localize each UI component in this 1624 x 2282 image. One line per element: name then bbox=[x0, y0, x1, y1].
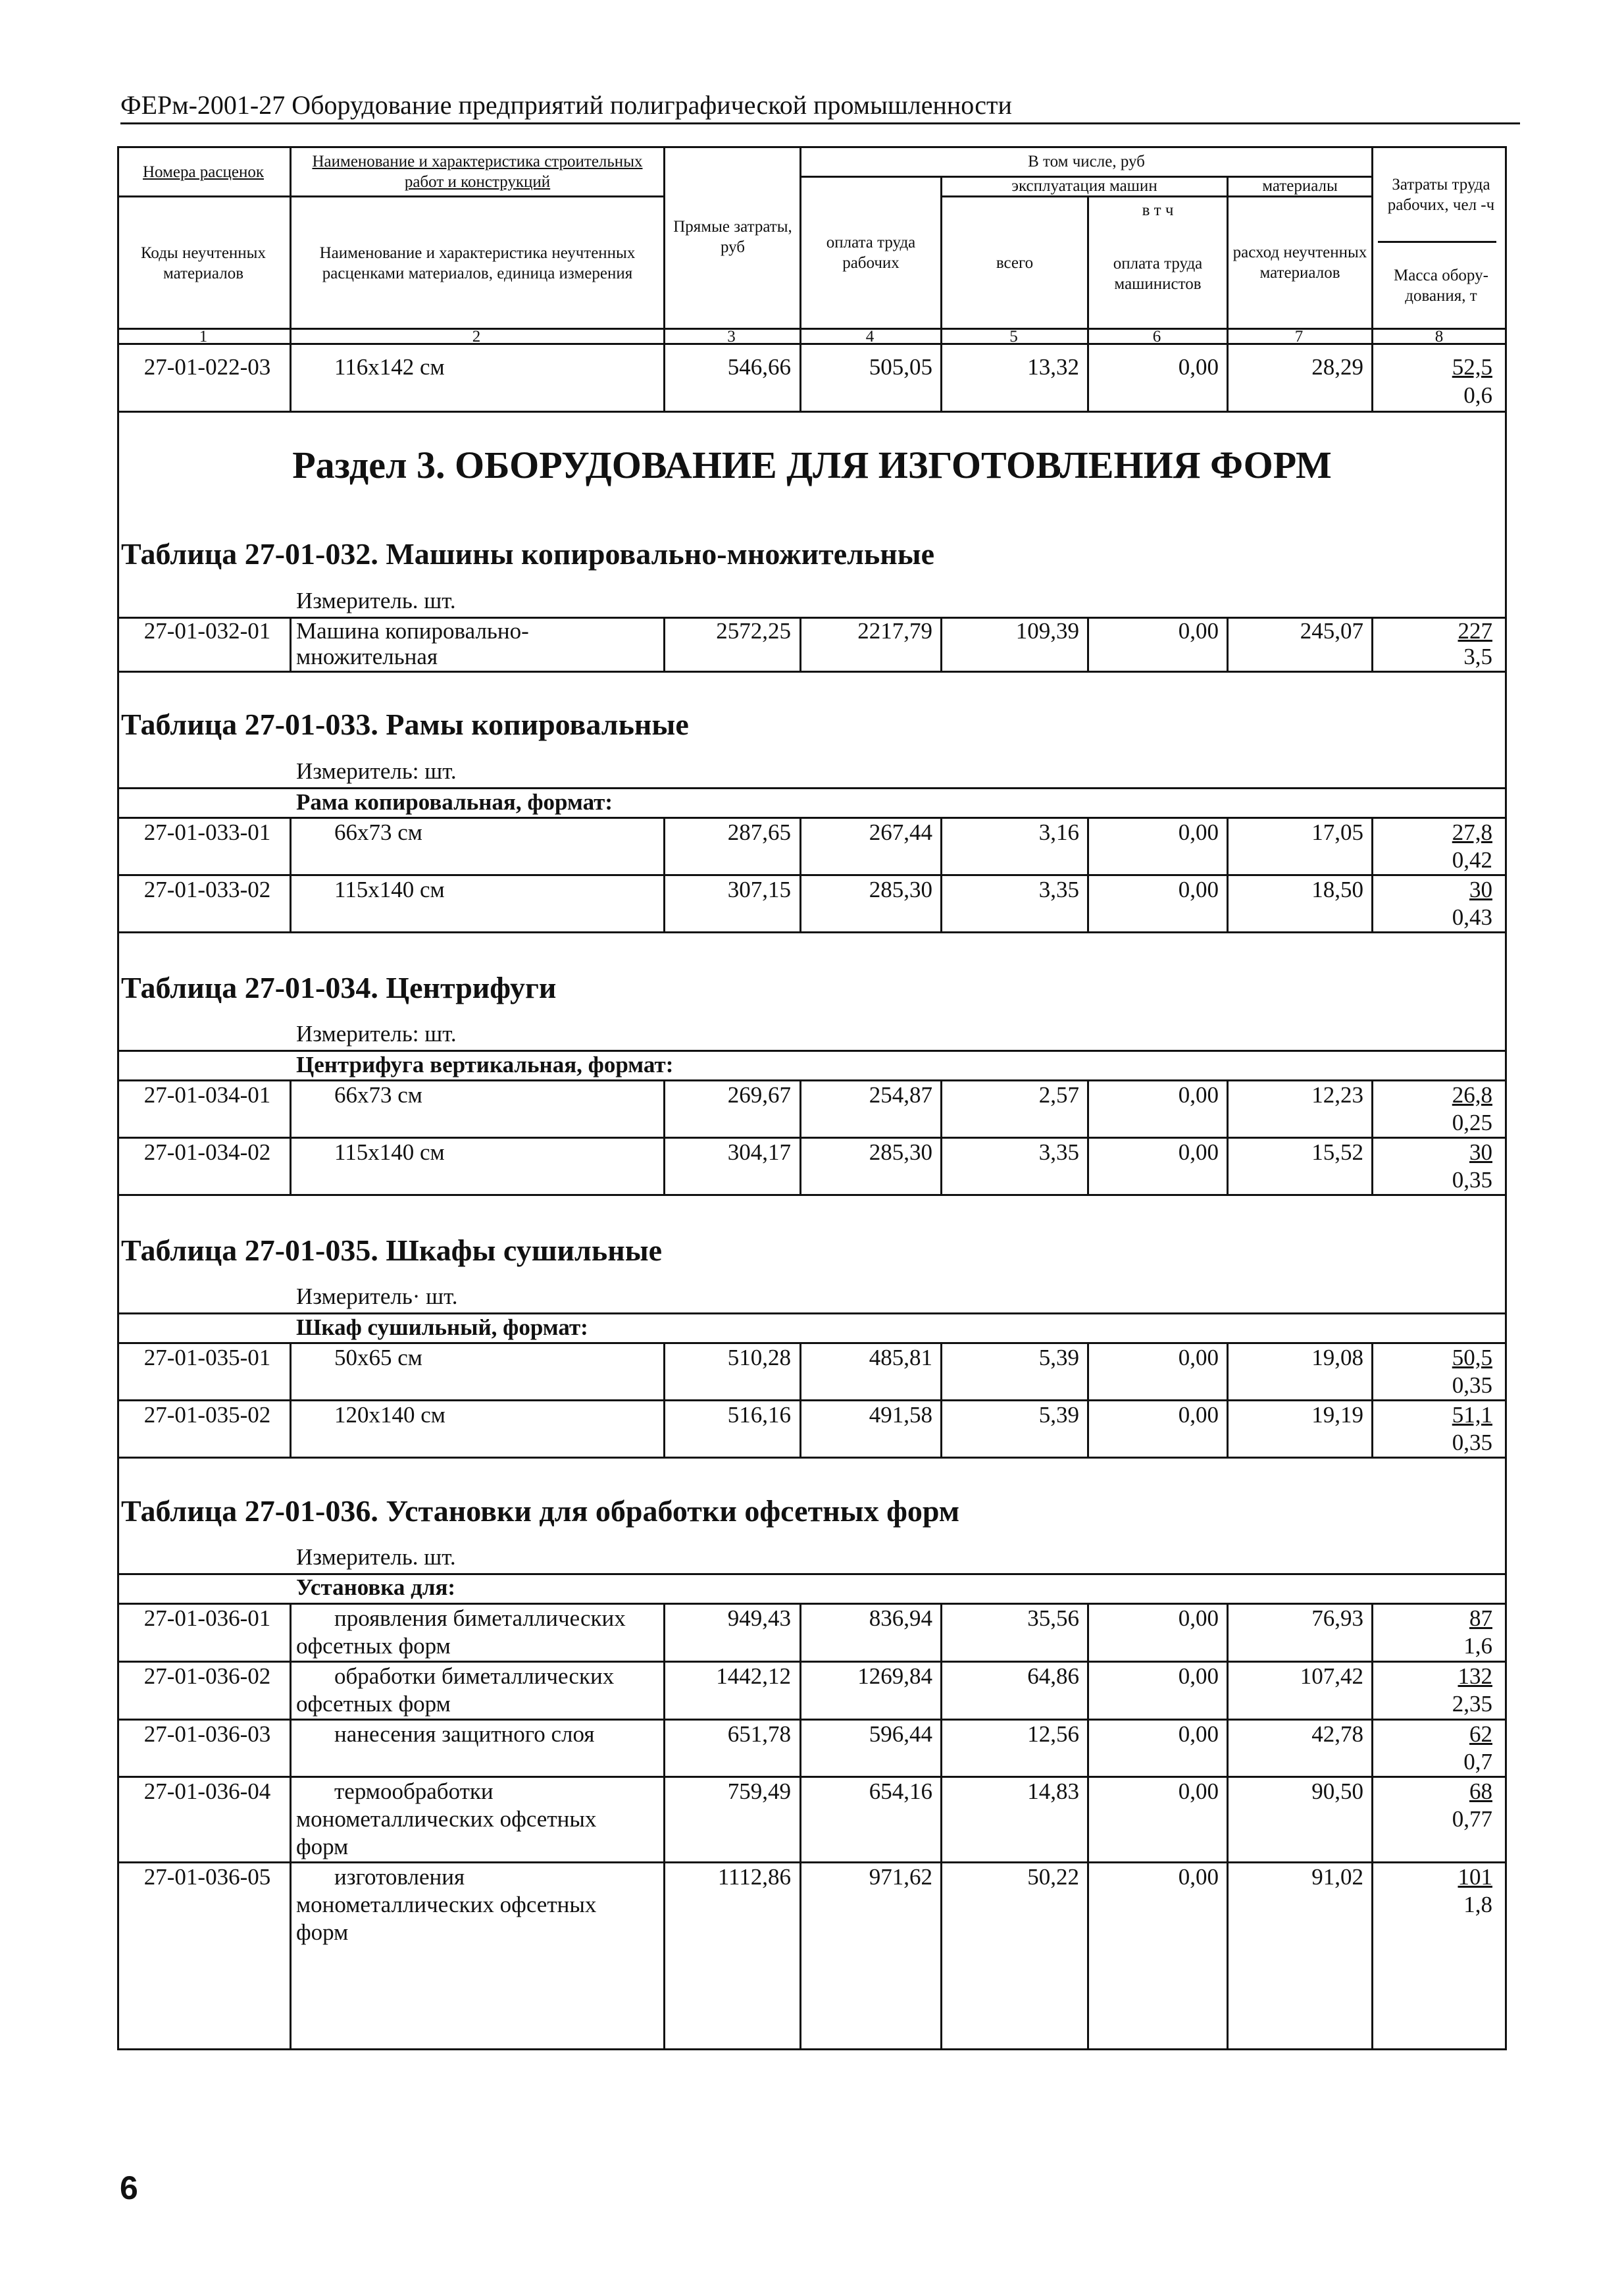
rate-name-cont: форм bbox=[296, 1919, 349, 1945]
rate-name: 66x73 см bbox=[334, 1082, 422, 1108]
table-title-033: Таблица 27-01-033. Рамы копировальные bbox=[121, 708, 689, 741]
header-machines: эксплуатация машин bbox=[1011, 177, 1157, 195]
direct-costs: 651,78 bbox=[727, 1721, 791, 1747]
labor-hours: 227 bbox=[1458, 618, 1492, 644]
header-labor-hours: Затраты труда рабочих, чел -ч bbox=[1387, 176, 1495, 214]
header-material-name: Наименование и характеристика неучтенных расценками материалов, единица измерения bbox=[319, 244, 636, 282]
direct-costs: 269,67 bbox=[727, 1082, 791, 1108]
rate-name: 120x140 см bbox=[334, 1402, 445, 1428]
rate-code: 27-01-036-03 bbox=[143, 1721, 271, 1747]
header-including: В том числе, руб bbox=[1028, 152, 1145, 170]
rate-name-cont: множительная bbox=[296, 644, 438, 669]
header-material-codes: Коды неучтенных материалов bbox=[141, 244, 266, 282]
rate-name: термообработки bbox=[334, 1778, 494, 1804]
operator-pay: 0,00 bbox=[1178, 1605, 1219, 1631]
materials-cost: 15,52 bbox=[1311, 1139, 1363, 1165]
rate-name-cont: монометаллических офсетных bbox=[296, 1892, 597, 1917]
rate-code: 27-01-036-01 bbox=[143, 1605, 271, 1631]
operator-pay: 0,00 bbox=[1178, 1663, 1219, 1689]
header-equipment-mass: Масса обору-дования, т bbox=[1394, 267, 1488, 305]
labor-hours: 101 bbox=[1458, 1864, 1492, 1890]
col-number-7: 7 bbox=[1294, 328, 1304, 346]
materials-cost: 245,07 bbox=[1300, 618, 1363, 644]
header-rate-numbers: Номера расценок bbox=[142, 163, 265, 181]
equipment-mass: 3,5 bbox=[1463, 644, 1492, 669]
rate-name-cont: офсетных форм bbox=[296, 1691, 451, 1717]
operator-pay: 0,00 bbox=[1178, 819, 1219, 845]
operator-pay: 0,00 bbox=[1178, 1345, 1219, 1370]
direct-costs: 510,28 bbox=[727, 1345, 791, 1370]
labor-hours: 26,8 bbox=[1452, 1082, 1492, 1108]
equipment-mass: 0,35 bbox=[1452, 1167, 1492, 1193]
rate-name-cont: форм bbox=[296, 1834, 349, 1859]
rate-name: проявления биметаллических bbox=[334, 1605, 626, 1631]
col-number-6: 6 bbox=[1152, 328, 1161, 346]
materials-cost: 107,42 bbox=[1300, 1663, 1363, 1689]
meter-032: Измеритель. шт. bbox=[296, 588, 456, 613]
header-operator-pay: оплата труда машинистов bbox=[1113, 255, 1203, 293]
materials-cost: 19,19 bbox=[1311, 1402, 1363, 1428]
labor-hours: 27,8 bbox=[1452, 819, 1492, 845]
worker-pay: 2217,79 bbox=[857, 618, 932, 644]
operator-pay: 0,00 bbox=[1178, 1402, 1219, 1428]
machines-total: 12,56 bbox=[1027, 1721, 1079, 1747]
direct-costs: 2572,25 bbox=[716, 618, 791, 644]
table-header bbox=[117, 146, 1507, 346]
equipment-mass: 0,35 bbox=[1452, 1430, 1492, 1455]
rate-name: 115x140 см bbox=[334, 1139, 445, 1165]
meter-036: Измеритель. шт. bbox=[296, 1544, 456, 1570]
direct-costs: 1442,12 bbox=[716, 1663, 791, 1689]
group-heading-034: Центрифуга вертикальная, формат: bbox=[296, 1052, 674, 1077]
direct-costs: 949,43 bbox=[727, 1605, 791, 1631]
equipment-mass: 1,6 bbox=[1463, 1633, 1492, 1659]
equipment-mass: 0,35 bbox=[1452, 1372, 1492, 1398]
labor-hours: 87 bbox=[1469, 1605, 1492, 1631]
materials-cost: 12,23 bbox=[1311, 1082, 1363, 1108]
col-number-8: 8 bbox=[1434, 328, 1444, 346]
table-title-035: Таблица 27-01-035. Шкафы сушильные bbox=[121, 1233, 663, 1267]
rate-name: 66x73 см bbox=[334, 819, 422, 845]
rate-code: 27-01-034-02 bbox=[143, 1139, 271, 1165]
worker-pay: 505,05 bbox=[869, 354, 932, 380]
header-material-consumption: расход неучтенных материалов bbox=[1232, 244, 1367, 282]
direct-costs: 516,16 bbox=[727, 1402, 791, 1428]
operator-pay: 0,00 bbox=[1178, 1778, 1219, 1804]
equipment-mass: 2,35 bbox=[1452, 1691, 1492, 1717]
materials-cost: 90,50 bbox=[1311, 1778, 1363, 1804]
equipment-mass: 0,43 bbox=[1452, 904, 1492, 930]
worker-pay: 1269,84 bbox=[857, 1663, 932, 1689]
rate-code: 27-01-033-01 bbox=[143, 819, 271, 845]
operator-pay: 0,00 bbox=[1178, 1139, 1219, 1165]
group-heading-033: Рама копировальная, формат: bbox=[296, 789, 613, 815]
rate-code: 27-01-035-02 bbox=[143, 1402, 271, 1428]
table-title-036: Таблица 27-01-036. Установки для обработки офсетных форм bbox=[121, 1494, 960, 1528]
equipment-mass: 1,8 bbox=[1463, 1892, 1492, 1917]
operator-pay: 0,00 bbox=[1178, 618, 1219, 644]
table-title-032: Таблица 27-01-032. Машины копировально-множительные bbox=[121, 537, 935, 571]
machines-total: 109,39 bbox=[1015, 618, 1079, 644]
operator-pay: 0,00 bbox=[1178, 1721, 1219, 1747]
machines-total: 3,35 bbox=[1038, 1139, 1079, 1165]
machines-total: 3,16 bbox=[1038, 819, 1079, 845]
worker-pay: 267,44 bbox=[869, 819, 932, 845]
meter-033: Измеритель: шт. bbox=[296, 758, 457, 784]
worker-pay: 491,58 bbox=[869, 1402, 932, 1428]
materials-cost: 28,29 bbox=[1311, 354, 1363, 380]
worker-pay: 254,87 bbox=[869, 1082, 932, 1108]
machines-total: 14,83 bbox=[1027, 1778, 1079, 1804]
materials-cost: 76,93 bbox=[1311, 1605, 1363, 1631]
meter-034: Измеритель: шт. bbox=[296, 1021, 457, 1047]
worker-pay: 285,30 bbox=[869, 877, 932, 902]
rate-code: 27-01-032-01 bbox=[143, 618, 271, 644]
machines-total: 5,39 bbox=[1038, 1345, 1079, 1370]
rate-code: 27-01-022-03 bbox=[143, 354, 271, 380]
labor-hours: 51,1 bbox=[1452, 1402, 1492, 1428]
section-title: Раздел 3. ОБОРУДОВАНИЕ ДЛЯ ИЗГОТОВЛЕНИЯ ФОРМ bbox=[292, 444, 1332, 486]
equipment-mass: 0,77 bbox=[1452, 1806, 1492, 1832]
machines-total: 64,86 bbox=[1027, 1663, 1079, 1689]
materials-cost: 91,02 bbox=[1311, 1864, 1363, 1890]
direct-costs: 307,15 bbox=[727, 877, 791, 902]
labor-hours: 62 bbox=[1469, 1721, 1492, 1747]
rate-name: нанесения защитного слоя bbox=[334, 1721, 595, 1747]
col-number-4: 4 bbox=[865, 328, 875, 346]
operator-pay: 0,00 bbox=[1178, 1082, 1219, 1108]
materials-cost: 17,05 bbox=[1311, 819, 1363, 845]
rate-code: 27-01-034-01 bbox=[143, 1082, 271, 1108]
group-heading-036: Установка для: bbox=[296, 1574, 456, 1600]
operator-pay: 0,00 bbox=[1178, 877, 1219, 902]
direct-costs: 287,65 bbox=[727, 819, 791, 845]
rate-code: 27-01-036-02 bbox=[143, 1663, 271, 1689]
direct-costs: 1112,86 bbox=[717, 1864, 791, 1890]
worker-pay: 285,30 bbox=[869, 1139, 932, 1165]
direct-costs: 546,66 bbox=[727, 354, 791, 380]
header-worker-pay: оплата труда рабочих bbox=[826, 234, 916, 272]
meter-035: Измеритель· шт. bbox=[296, 1284, 458, 1309]
rate-code: 27-01-033-02 bbox=[143, 877, 271, 902]
worker-pay: 654,16 bbox=[869, 1778, 932, 1804]
materials-cost: 42,78 bbox=[1311, 1721, 1363, 1747]
rate-name-cont: монометаллических офсетных bbox=[296, 1806, 597, 1832]
labor-hours: 50,5 bbox=[1452, 1345, 1492, 1370]
col-number-2: 2 bbox=[472, 328, 481, 346]
rate-name: 115x140 см bbox=[334, 877, 445, 902]
labor-hours: 30 bbox=[1469, 877, 1492, 902]
worker-pay: 596,44 bbox=[869, 1721, 932, 1747]
worker-pay: 971,62 bbox=[869, 1864, 932, 1890]
header-direct-costs: Прямые затраты, руб bbox=[673, 218, 792, 256]
rate-name: обработки биметаллических bbox=[334, 1663, 615, 1689]
equipment-mass: 0,6 bbox=[1463, 382, 1492, 408]
operator-pay: 0,00 bbox=[1178, 1864, 1219, 1890]
machines-total: 35,56 bbox=[1027, 1605, 1079, 1631]
worker-pay: 485,81 bbox=[869, 1345, 932, 1370]
rate-code: 27-01-036-04 bbox=[143, 1778, 271, 1804]
rate-code: 27-01-035-01 bbox=[143, 1345, 271, 1370]
labor-hours: 30 bbox=[1469, 1139, 1492, 1165]
worker-pay: 836,94 bbox=[869, 1605, 932, 1631]
page-number: 6 bbox=[120, 2169, 138, 2206]
direct-costs: 759,49 bbox=[727, 1778, 791, 1804]
header-materials: материалы bbox=[1262, 177, 1338, 195]
equipment-mass: 0,42 bbox=[1452, 847, 1492, 873]
rate-code: 27-01-036-05 bbox=[143, 1864, 271, 1890]
machines-total: 5,39 bbox=[1038, 1402, 1079, 1428]
header-machines-total: всего bbox=[996, 253, 1034, 272]
rate-name-cont: офсетных форм bbox=[296, 1633, 451, 1659]
operator-pay: 0,00 bbox=[1178, 354, 1219, 380]
col-number-3: 3 bbox=[727, 328, 736, 346]
table-title-034: Таблица 27-01-034. Центрифуги bbox=[121, 971, 557, 1004]
materials-cost: 19,08 bbox=[1311, 1345, 1363, 1370]
rate-name: Машина копировально- bbox=[296, 618, 529, 644]
labor-hours: 68 bbox=[1469, 1778, 1492, 1804]
equipment-mass: 0,25 bbox=[1452, 1110, 1492, 1135]
labor-hours: 132 bbox=[1458, 1663, 1492, 1689]
machines-total: 50,22 bbox=[1027, 1864, 1079, 1890]
direct-costs: 304,17 bbox=[727, 1139, 791, 1165]
rate-name: изготовления bbox=[334, 1864, 465, 1890]
group-heading-035: Шкаф сушильный, формат: bbox=[296, 1314, 588, 1340]
col-number-1: 1 bbox=[199, 328, 208, 346]
equipment-mass: 0,7 bbox=[1463, 1749, 1492, 1775]
header-work-name: Наименование и характеристика строительных работ и конструкций bbox=[312, 153, 643, 191]
labor-hours: 52,5 bbox=[1452, 354, 1492, 380]
machines-total: 3,35 bbox=[1038, 877, 1079, 902]
page-header: ФЕРм-2001-27 Оборудование предприятий полиграфической промышленности bbox=[120, 90, 1520, 124]
machines-total: 2,57 bbox=[1038, 1082, 1079, 1108]
machines-total: 13,32 bbox=[1027, 354, 1079, 380]
col-number-5: 5 bbox=[1009, 328, 1018, 346]
materials-cost: 18,50 bbox=[1311, 877, 1363, 902]
rate-name: 116x142 см bbox=[334, 354, 445, 380]
header-incl-abbr: в т ч bbox=[1142, 201, 1174, 219]
rate-name: 50x65 см bbox=[334, 1345, 422, 1370]
